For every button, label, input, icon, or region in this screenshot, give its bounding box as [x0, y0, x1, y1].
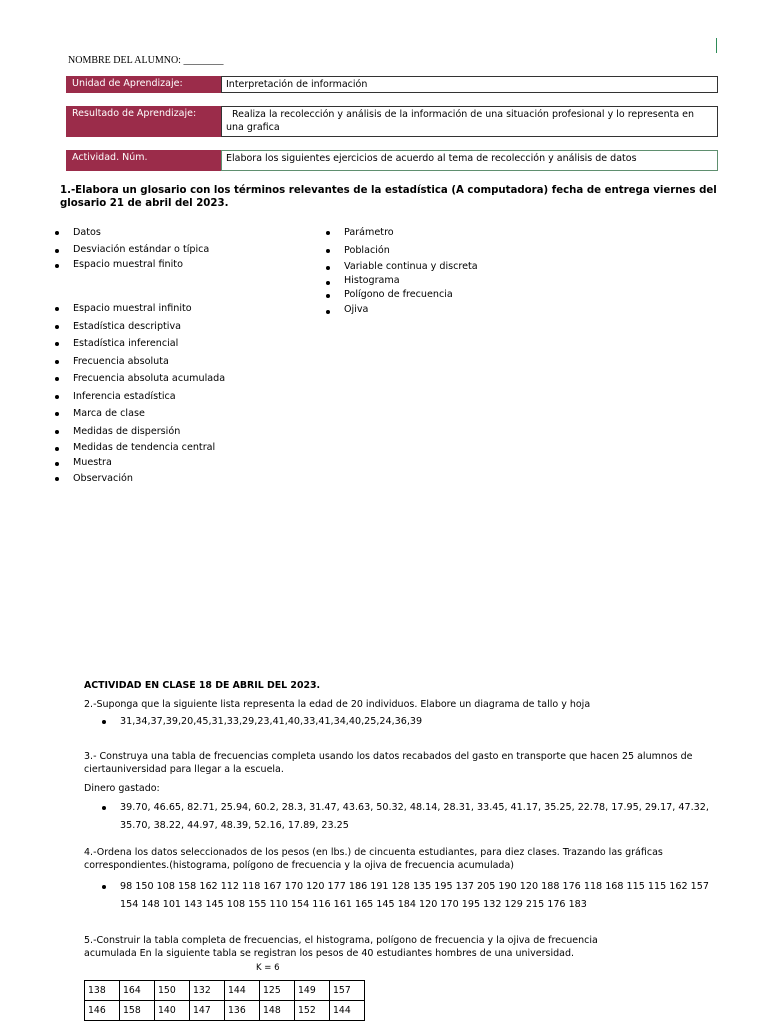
list-item: Frecuencia absoluta [55, 353, 225, 371]
table-row [85, 1001, 365, 1021]
list-item: Variable continua y discreta [326, 259, 478, 274]
table-cell: 125 [260, 981, 295, 1001]
question-4-data [102, 878, 720, 913]
list-item: Desviación estándar o típica [55, 242, 209, 257]
resultado-label: Resultado de Aprendizaje: [66, 106, 221, 137]
unidad-label: Unidad de Aprendizaje: [66, 76, 221, 93]
list-item: Inferencia estadística [55, 388, 225, 406]
glossary-list-left-b [55, 300, 225, 488]
table-cell: 157 [330, 981, 365, 1001]
table-cell: 152 [295, 1001, 330, 1021]
table-cell: 146 [85, 1001, 120, 1021]
question-3-label: Dinero gastado: [84, 783, 160, 794]
student-name-label: NOMBRE DEL ALUMNO: ________ [68, 55, 224, 66]
table-cell: 148 [260, 1001, 295, 1021]
list-item: Ojiva [326, 303, 478, 317]
list-item: 31,34,37,39,20,45,31,33,29,23,41,40,33,41,34,40,25,24,36,39 [102, 713, 422, 731]
question-3: 3.- Construya una tabla de frecuencias completa usando los datos recabados del gasto en transporte que hacen 25 alumnos de ciertauniversidad para llegar a la escuela. [84, 751, 693, 775]
table-cell: 149 [295, 981, 330, 1001]
k-label: K = 6 [256, 963, 280, 973]
list-item: Espacio muestral finito [55, 257, 209, 272]
unidad-row [66, 76, 718, 93]
table-cell: 150 [155, 981, 190, 1001]
table-cell: 136 [225, 1001, 260, 1021]
list-item: Marca de clase [55, 405, 225, 423]
table-row [85, 981, 365, 1001]
list-item: Muestra [55, 455, 225, 470]
actividad-value: Elabora los siguientes ejercicios de acuerdo al tema de recolección y análisis de datos [221, 150, 718, 171]
list-item: Polígono de frecuencia [326, 287, 478, 303]
question-4: 4.-Ordena los datos seleccionados de los pesos (en lbs.) de cincuenta estudiantes, para diez clases. Trazando las gráficas correspondientes.(histograma, polígono de frecuencia y la ojiva de frecuencia acumulada) [84, 847, 663, 871]
table-cell: 158 [120, 1001, 155, 1021]
resultado-value: Realiza la recolección y análisis de la información de una situación profesional y lo representa en una grafica [221, 106, 718, 137]
list-item: 98 150 108 158 162 112 118 167 170 120 177 186 191 128 135 195 137 205 190 120 188 176 118 168 115 115 162 157 154 148 101 143 145 108 155 110 154 116 161 165 145 184 120 170 195 132 129 215 176 183 [102, 878, 720, 913]
list-item: Histograma [326, 274, 478, 287]
table-cell: 144 [225, 981, 260, 1001]
list-item: Estadística inferencial [55, 335, 225, 353]
list-item: Frecuencia absoluta acumulada [55, 370, 225, 388]
list-item: Observación [55, 470, 225, 488]
list-item: Población [326, 242, 478, 260]
resultado-row [66, 106, 718, 137]
table-cell: 132 [190, 981, 225, 1001]
table-cell: 140 [155, 1001, 190, 1021]
glossary-list-left-a [55, 224, 209, 272]
list-item: Parámetro [326, 224, 478, 242]
table-cell: 138 [85, 981, 120, 1001]
table-cell: 147 [190, 1001, 225, 1021]
unidad-value: Interpretación de información [221, 76, 718, 93]
list-item: Medidas de dispersión [55, 423, 225, 441]
table-cell: 144 [330, 1001, 365, 1021]
question-1: 1.-Elabora un glosario con los términos relevantes de la estadística (A computadora) fecha de entrega viernes del glosario 21 de abril del 2023. [60, 185, 717, 209]
question-2: 2.-Suponga que la siguiente lista representa la edad de 20 individuos. Elabore un diagrama de tallo y hoja [84, 699, 591, 710]
question-2-data [102, 713, 422, 731]
question-5: 5.-Construir la tabla completa de frecuencias, el histograma, polígono de frecuencia y la ojiva de frecuencia acumulada En la siguiente tabla se registran los pesos de 40 estudiantes hombres de una universidad. [84, 935, 598, 959]
actividad-row [66, 150, 718, 171]
question-3-data [102, 799, 720, 834]
glossary-list-right [326, 224, 478, 317]
class-activity-title: ACTIVIDAD EN CLASE 18 DE ABRIL DEL 2023. [84, 680, 321, 691]
weights-table [84, 980, 365, 1021]
list-item: Datos [55, 224, 209, 242]
list-item: Espacio muestral infinito [55, 300, 225, 318]
list-item: Estadística descriptiva [55, 318, 225, 336]
list-item: 39.70, 46.65, 82.71, 25.94, 60.2, 28.3, 31.47, 43.63, 50.32, 48.14, 28.31, 33.45, 41.17, 35.25, 22.78, 17.95, 29.17, 47.32, 35.70, 38.22, 44.97, 48.39, 52.16, 17.89, 23.25 [102, 799, 720, 834]
table-cell: 164 [120, 981, 155, 1001]
list-item: Medidas de tendencia central [55, 440, 225, 455]
actividad-label: Actividad. Núm. [66, 150, 221, 171]
corner-mark [716, 38, 717, 53]
